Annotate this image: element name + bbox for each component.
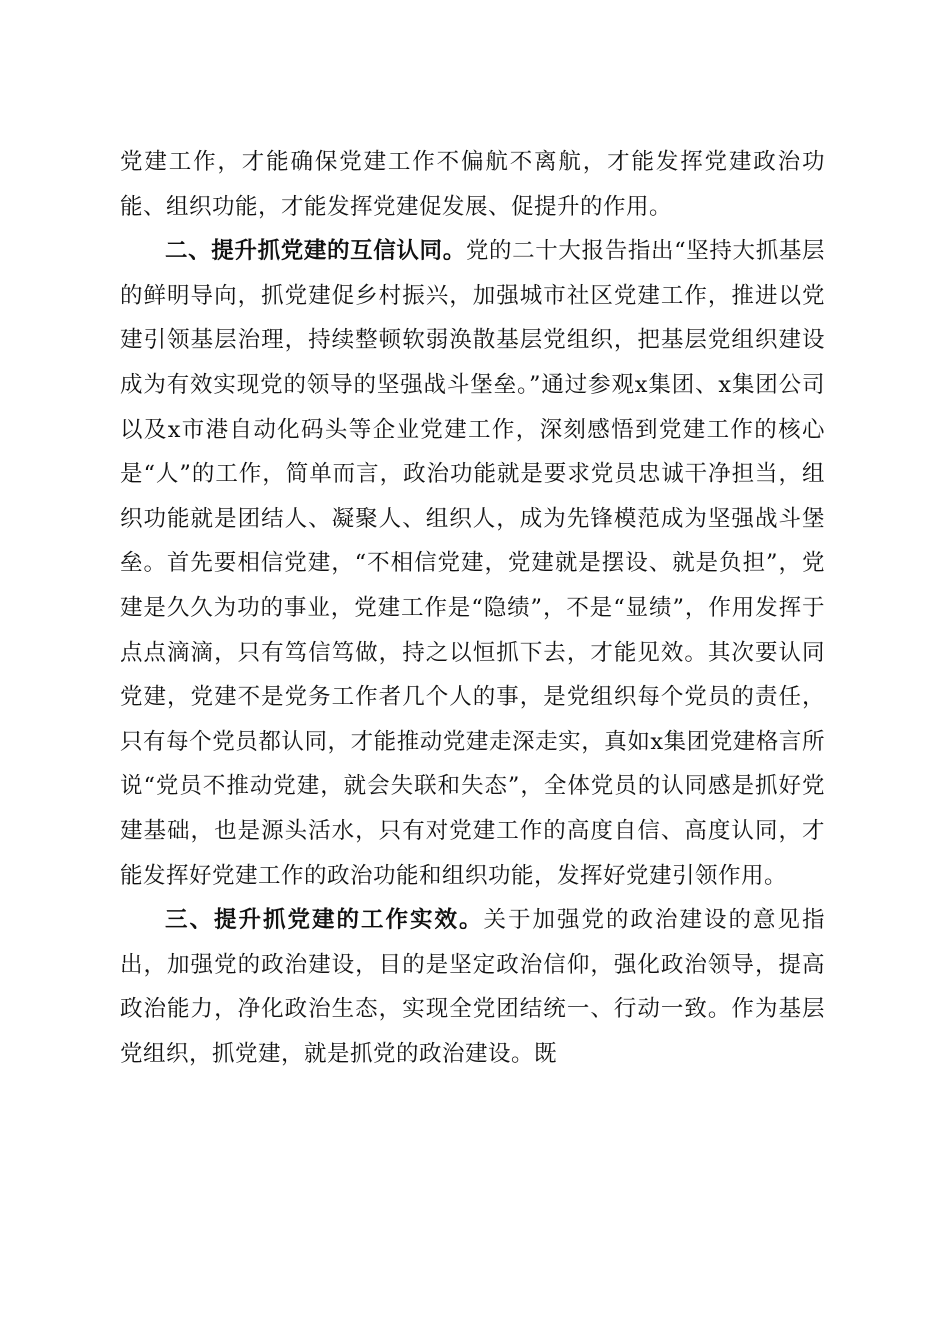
paragraph-text: 关于加强党的政治建设的意见指出，加强党的政治建设，目的是坚定政治信仰，强化政治领导，提高政治能力，净化政治生态，实现全党团结统一、行动一致。作为基层党组织，抓党建，就是抓党的政治建设。既 [120,907,825,1067]
paragraph-section-3 [120,898,825,1076]
section-heading: 三、提升抓党建的工作实效。 [165,907,484,934]
paragraph-section-2 [120,229,825,898]
paragraph-text: 党的二十大报告指出“坚持大抓基层的鲜明导向，抓党建促乡村振兴，加强城市社区党建工作，推进以党建引领基层治理，持续整顿软弱涣散基层党组织，把基层党组织建设成为有效实现党的领导的坚强战斗堡垒。”通过参观x集团、x集团公司以及x市港自动化码头等企业党建工作，深刻感悟到党建工作的核心是“人”的工作，简单而言，政治功能就是要求党员忠诚干净担当，组织功能就是团结人、凝聚人、组织人，成为先锋模范成为坚强战斗堡垒。首先要相信党建，“不相信党建，党建就是摆设、就是负担”，党建是久久为功的事业，党建工作是“隐绩”，不是“显绩”，作用发挥于点点滴滴，只有笃信笃做，持之以恒抓下去，才能见效。其次要认同党建，党建不是党务工作者几个人的事，是党组织每个党员的责任，只有每个党员都认同，才能推动党建走深走实，真如x集团党建格言所说“党员不推动党建，就会失联和失态”，全体党员的认同感是抓好党建基础，也是源头活水，只有对党建工作的高度自信、高度认同，才能发挥好党建工作的政治功能和组织功能，发挥好党建引领作用。 [120,238,825,889]
section-heading: 二、提升抓党建的互信认同。 [165,238,466,265]
paragraph-text: 党建工作，才能确保党建工作不偏航不离航，才能发挥党建政治功能、组织功能，才能发挥党建促发展、促提升的作用。 [120,149,825,220]
document-page [120,140,825,1076]
paragraph-continuation [120,140,825,229]
